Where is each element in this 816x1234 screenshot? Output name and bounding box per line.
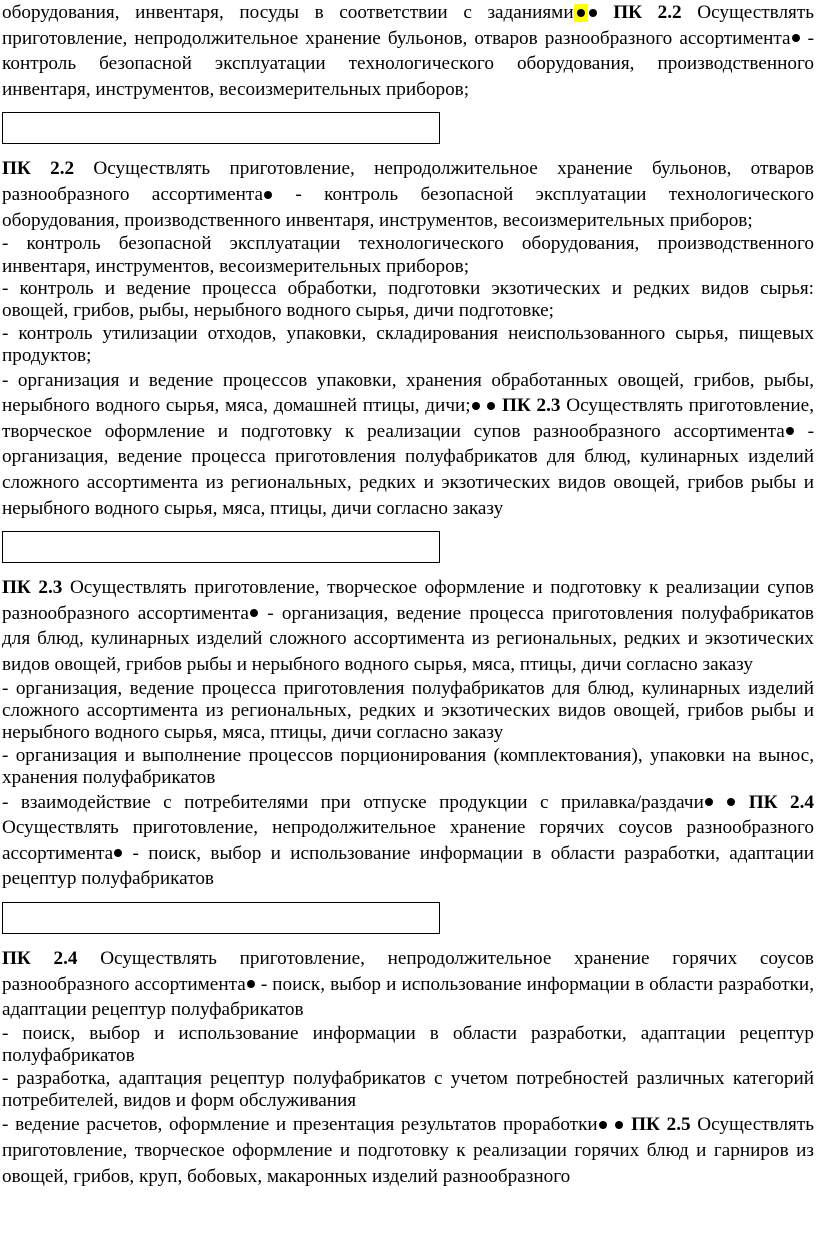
list-item: - контроль и ведение процесса обработки, подготовки экзотических и редких видов сырья: овощей, грибов, рыбы, нерыбного водного сырья, дичи подготовке;	[2, 277, 814, 322]
competency-title: Осуществлять приготовление, творческое оформление и подготовку к реализации супов разнообразного ассортимента	[2, 577, 814, 624]
competency-code: ПК 2.3	[502, 395, 561, 417]
competency-code: ПК 2.3	[2, 577, 63, 599]
intro-block	[2, 0, 814, 144]
list-item: - организация, ведение процесса приготовления полуфабрикатов для блюд, кулинарных изделий сложного ассортимента из региональных, редких и экзотических видов овощей, грибов рыбы и нерыбного водного сырья, мяса, птицы, дичи согласно заказу	[2, 677, 814, 744]
bullet-dot-icon	[705, 798, 713, 806]
bullet-dot-icon	[250, 609, 258, 617]
competency-code: ПК 2.5	[631, 1114, 691, 1136]
competency-heading	[2, 575, 814, 677]
competency-title: Осуществлять приготовление, непродолжительное хранение горячих соусов разнообразного ассортимента	[2, 947, 814, 995]
list-item-with-next-competency	[2, 1112, 814, 1189]
competency-heading	[2, 946, 814, 1023]
competency-task: - поиск, выбор и использование информации в области разработки, адаптации рецептур полуфабрикатов	[2, 842, 814, 890]
bullet-dot-icon	[577, 9, 585, 17]
bullet-dot-icon	[792, 34, 800, 42]
bullet-dot-icon	[114, 849, 122, 857]
competency-task: - контроль безопасной эксплуатации технологического оборудования, производственного инвентаря, инструментов, весоизмерительных приборов;	[2, 27, 815, 100]
empty-field-box	[2, 902, 440, 934]
bullet-dot-icon	[786, 427, 794, 435]
competency-block-pk-2-3	[2, 575, 814, 934]
competency-code: ПК 2.2	[2, 158, 75, 180]
competency-task: - организация, ведение процесса приготовления полуфабрикатов для блюд, кулинарных изделий сложного ассортимента из региональных, редких и экзотических видов овощей, грибов рыбы и нерыбного водного сырья, мяса, птицы, дичи согласно заказу	[2, 602, 814, 675]
competency-title: Осуществлять приготовление, непродолжительное хранение горячих соусов разнообразного ассортимента	[2, 817, 814, 864]
intro-paragraph	[2, 0, 814, 102]
task-list	[2, 678, 814, 790]
list-item-with-next-competency	[2, 790, 814, 892]
competency-task: - контроль безопасной эксплуатации технологического оборудования, производственного инвентаря, инструментов, весоизмерительных приборов;	[2, 183, 814, 231]
empty-field-box	[2, 531, 440, 563]
bullet-dot-icon	[247, 980, 255, 988]
list-item-text: - взаимодействие с потребителями при отпуске продукции с прилавка/раздачи	[2, 791, 704, 813]
list-item-text: - ведение расчетов, оформление и презентация результатов проработки	[2, 1114, 598, 1136]
competency-title: Осуществлять приготовление, творческое оформление и подготовку к реализации горячих блюд и гарниров из овощей, грибов, круп, бобовых, макаронных изделий разнообразного	[2, 1114, 815, 1187]
competency-block-pk-2-2	[2, 156, 814, 563]
bullet-dot-icon	[599, 1121, 607, 1129]
competency-title: Осуществлять приготовление, непродолжительное хранение бульонов, отваров разнообразного ассортимента	[2, 158, 814, 205]
list-item: - контроль утилизации отходов, упаковки, складирования неиспользованного сырья, пищевых продуктов;	[2, 322, 814, 367]
bullet-dot-icon	[727, 798, 735, 806]
competency-code: ПК 2.2	[613, 2, 682, 23]
list-item: - поиск, выбор и использование информации в области разработки, адаптации рецептур полуфабрикатов	[2, 1022, 814, 1067]
intro-text: оборудования, инвентаря, посуды в соответствии с заданиями	[2, 2, 574, 23]
list-item: - организация и выполнение процессов порционирования (комплектования), упаковки на вынос, хранения полуфабрикатов	[2, 744, 814, 789]
list-item: - разработка, адаптация рецептур полуфабрикатов с учетом потребностей различных категорий потребителей, видов и форм обслуживания	[2, 1067, 814, 1111]
list-item-text: - организация и ведение процессов упаковки, хранения обработанных овощей, грибов, рыбы, нерыбного водного сырья, мяса, домашней птицы, дичи;	[2, 369, 814, 417]
empty-field-box	[2, 112, 440, 144]
competency-heading	[2, 156, 814, 233]
competency-task: - поиск, выбор и использование информации в области разработки, адаптации рецептур полуфабрикатов	[2, 973, 814, 1021]
competency-title: Осуществлять приготовление, творческое оформление и подготовку к реализации супов разнообразного ассортимента	[2, 395, 814, 442]
bullet-dot-icon	[615, 1121, 623, 1129]
task-list	[2, 233, 814, 367]
competency-task: - организация, ведение процесса приготовления полуфабрикатов для блюд, кулинарных изделий сложного ассортимента из региональных, редких и экзотических видов овощей, грибов рыбы и нерыбного водного сырья, мяса, птицы, дичи согласно заказу	[2, 420, 815, 519]
bullet-dot-icon	[589, 9, 597, 17]
competency-code: ПК 2.4	[748, 791, 815, 813]
list-item-with-next-competency	[2, 368, 814, 522]
list-item: - контроль безопасной эксплуатации технологического оборудования, производственного инвентаря, инструментов, весоизмерительных приборов;	[2, 233, 814, 277]
competency-code: ПК 2.4	[2, 947, 78, 969]
competency-block-pk-2-4	[2, 946, 814, 1189]
bullet-dot-icon	[264, 191, 272, 199]
competency-title: Осуществлять приготовление, непродолжительное хранение бульонов, отваров разнообразного ассортимента	[2, 2, 814, 49]
task-list	[2, 1023, 814, 1113]
bullet-dot-icon	[472, 402, 480, 410]
highlighted-bullet-marker	[574, 4, 588, 22]
bullet-dot-icon	[487, 402, 495, 410]
